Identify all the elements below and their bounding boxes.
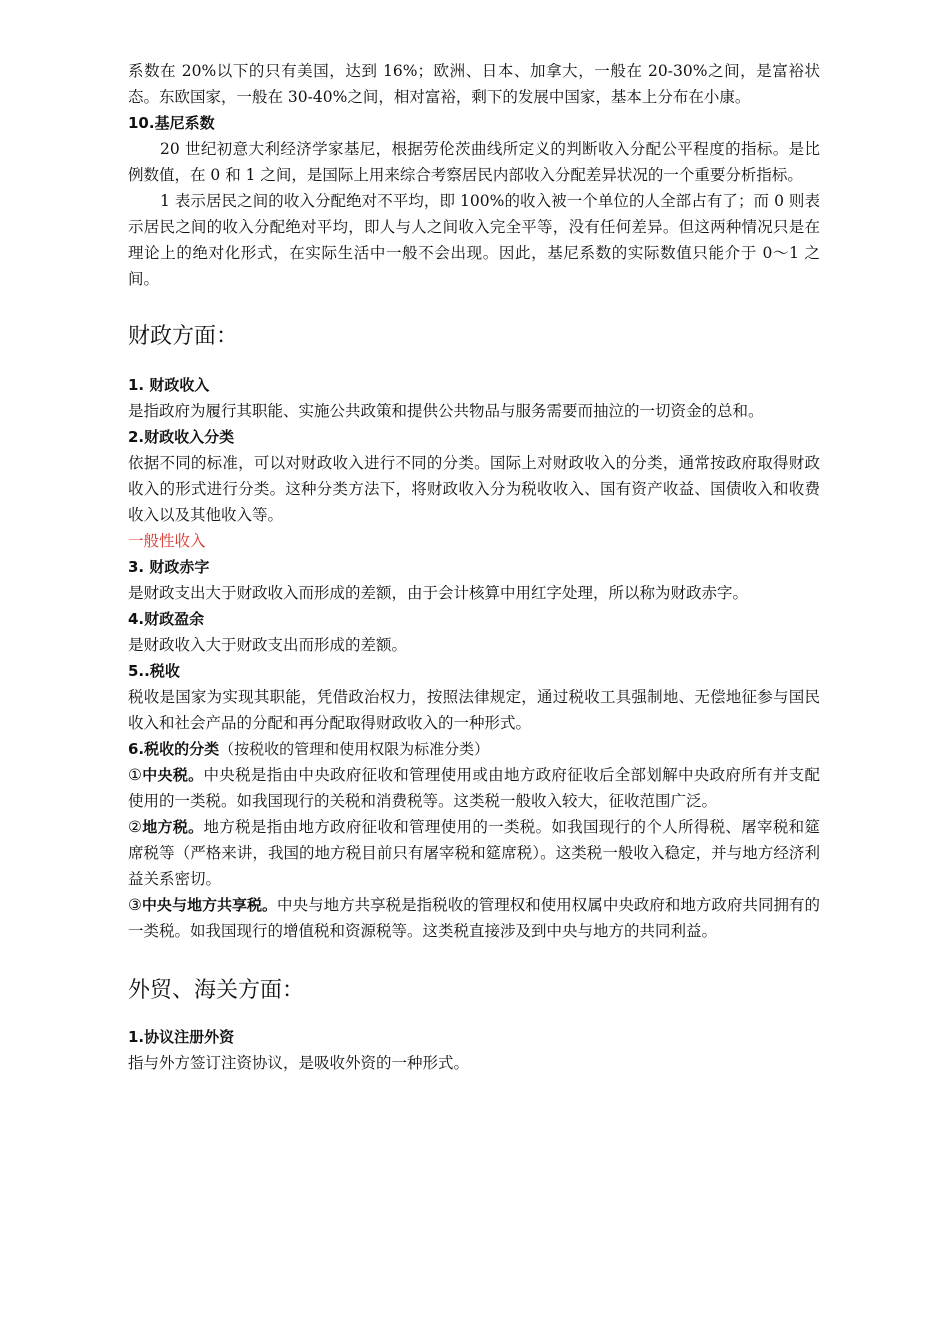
local-tax-label: 地方税。 bbox=[142, 818, 204, 836]
tax-classification-heading bbox=[128, 736, 820, 762]
fiscal-revenue-heading: 1. 财政收入 bbox=[128, 376, 210, 394]
shared-tax-paragraph bbox=[128, 892, 820, 944]
finance-section-title: 财政方面： bbox=[128, 324, 239, 349]
gini-heading: 10.基尼系数 bbox=[128, 114, 215, 132]
shared-tax-prefix: ③ bbox=[128, 896, 142, 914]
taxation-heading: 5..税收 bbox=[128, 662, 180, 680]
fiscal-deficit-body: 是财政支出大于财政收入而形成的差额，由于会计核算中用红字处理，所以称为财政赤字。 bbox=[128, 584, 749, 602]
registered-foreign-capital-body: 指与外方签订注资协议，是吸收外资的一种形式。 bbox=[128, 1054, 470, 1072]
fiscal-revenue-class-heading: 2.财政收入分类 bbox=[128, 428, 235, 446]
local-tax-body: 地方税是指由地方政府征收和管理使用的一类税。如我国现行的个人所得税、屠宰税和筵席税等（严格来讲，我国的地方税目前只有屠宰税和筵席税）。这类税一般收入稳定，并与地方经济利益关系密切。 bbox=[128, 818, 820, 888]
intro-paragraph: 系数在 20%以下的只有美国，达到 16%；欧洲、日本、加拿大，一般在 20-30%之间，是富裕状态。东欧国家，一般在 30-40%之间，相对富裕，剩下的发展中国家，基本上分布在小康。 bbox=[128, 62, 820, 106]
shared-tax-body: 中央与地方共享税是指税收的管理权和使用权属中央政府和地方政府共同拥有的一类税。如我国现行的增值税和资源税等。这类税直接涉及到中央与地方的共同利益。 bbox=[128, 896, 820, 940]
general-revenue-note: 一般性收入 bbox=[128, 532, 206, 550]
fiscal-deficit-heading: 3. 财政赤字 bbox=[128, 558, 210, 576]
central-tax-body: 中央税是指由中央政府征收和管理使用或由地方政府征收后全部划解中央政府所有并支配使用的一类税。如我国现行的关税和消费税等。这类税一般收入较大，征收范围广泛。 bbox=[128, 766, 820, 810]
fiscal-surplus-heading: 4.财政盈余 bbox=[128, 610, 205, 628]
fiscal-surplus-body: 是财政收入大于财政支出而形成的差额。 bbox=[128, 636, 408, 654]
gini-paragraph-1: 20 世纪初意大利经济学家基尼，根据劳伦茨曲线所定义的判断收入分配公平程度的指标。是比例数值，在 0 和 1 之间，是国际上用来综合考察居民内部收入分配差异状况的一个重要分析指标。 bbox=[128, 140, 820, 184]
shared-tax-label: 中央与地方共享税。 bbox=[141, 896, 278, 914]
local-tax-paragraph bbox=[128, 814, 820, 892]
central-tax-label: 中央税。 bbox=[142, 766, 204, 784]
central-tax-paragraph bbox=[128, 762, 820, 814]
central-tax-prefix: ① bbox=[128, 766, 143, 784]
tax-classification-title: 6.税收的分类 bbox=[128, 740, 220, 758]
local-tax-prefix: ② bbox=[128, 818, 143, 836]
trade-section-title: 外贸、海关方面： bbox=[128, 978, 305, 1003]
gini-paragraph-2: 1 表示居民之间的收入分配绝对不平均，即 100%的收入被一个单位的人全部占有了；而 0 则表示居民之间的收入分配绝对平均，即人与人之间收入完全平等，没有任何差异。但这两种情况只是在理论上的绝对化形式，在实际生活中一般不会出现。因此，基尼系数的实际数值只能介于 0～1 之间。 bbox=[128, 192, 820, 288]
fiscal-revenue-class-body: 依据不同的标准，可以对财政收入进行不同的分类。国际上对财政收入的分类，通常按政府取得财政收入的形式进行分类。这种分类方法下，将财政收入分为税收收入、国有资产收益、国债收入和收费收入以及其他收入等。 bbox=[128, 454, 820, 524]
fiscal-revenue-body: 是指政府为履行其职能、实施公共政策和提供公共物品与服务需要而抽泣的一切资金的总和。 bbox=[128, 402, 764, 420]
taxation-body: 税收是国家为实现其职能，凭借政治权力，按照法律规定，通过税收工具强制地、无偿地征参与国民收入和社会产品的分配和再分配取得财政收入的一种形式。 bbox=[128, 688, 820, 732]
registered-foreign-capital-heading: 1.协议注册外资 bbox=[128, 1028, 235, 1046]
tax-classification-note: （按税收的管理和使用权限为标准分类） bbox=[219, 740, 490, 758]
document-page bbox=[128, 58, 820, 1076]
